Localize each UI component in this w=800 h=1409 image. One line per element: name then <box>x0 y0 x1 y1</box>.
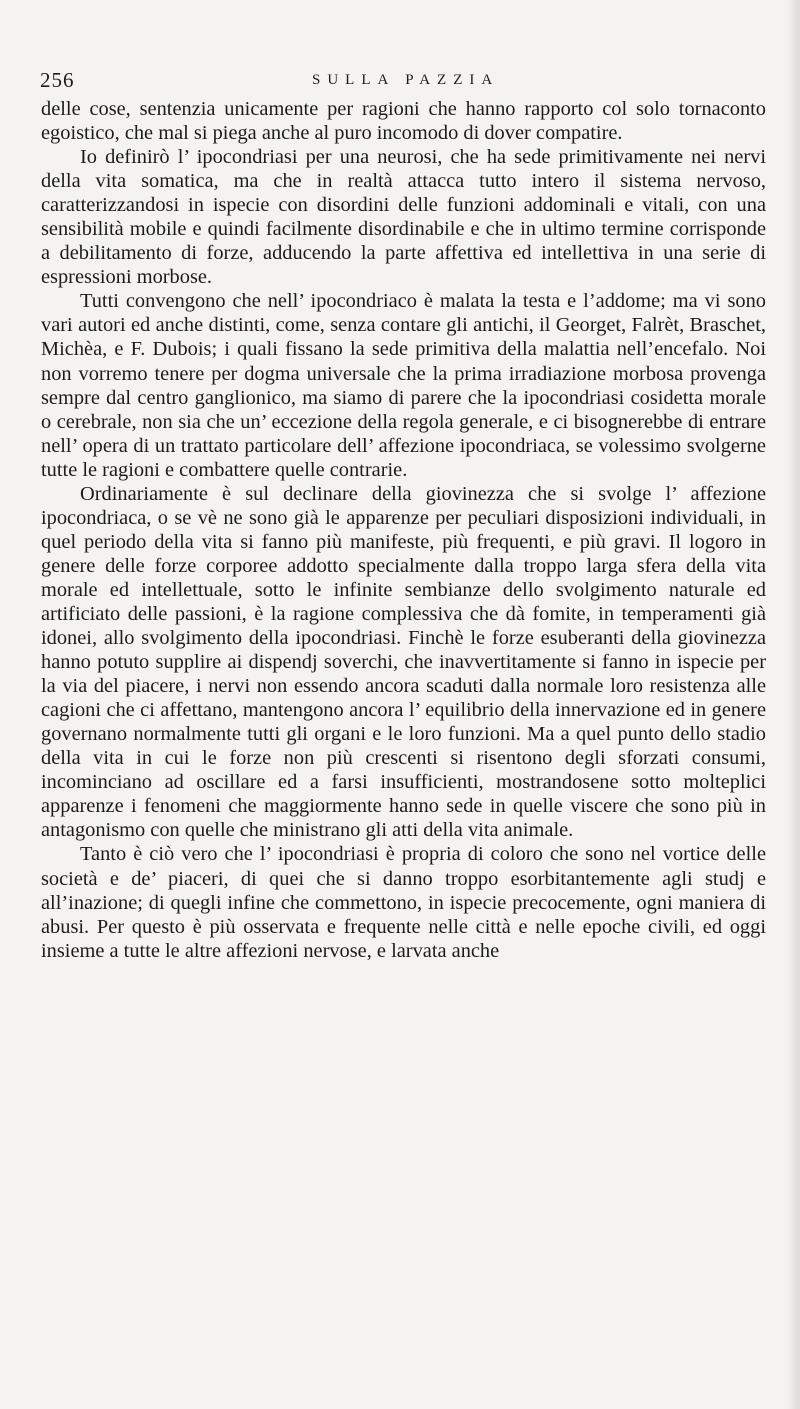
paragraph: Tanto è ciò vero che l’ ipocondriasi è propria di coloro che sono nel vortice delle società e de’ piaceri, di quei che si danno troppo esorbitantemente agli studj e all’inazione; di quegli infine che commettono, in ispecie precocemente, ogni maniera di abusi. Per questo è più osservata e frequente nelle città e nelle epoche civili, ed oggi insieme a tutte le altre affezioni nervose, e larvata anche <box>41 843 766 962</box>
page-header <box>40 68 760 94</box>
page-number: 256 <box>40 68 75 92</box>
running-head: SULLA PAZZIA <box>312 72 500 88</box>
page-edge-shadow <box>786 0 800 1409</box>
body-text <box>41 97 766 963</box>
paragraph: delle cose, sentenzia unicamente per ragioni che hanno rapporto col solo tornaconto egoistico, che mal si piega anche al puro incomodo di dover compatire. <box>41 98 766 145</box>
paragraph: Tutti convengono che nell’ ipocondriaco è malata la testa e l’addome; ma vi sono vari autori ed anche distinti, come, senza contare gli antichi, il Georget, Falrèt, Braschet, Michèa, e F. Dubois; i quali fissano la sede primitiva della malattia nell’encefalo. Noi non vorremo tenere per dogma universale che la prima irradiazione morbosa provenga sempre dal centro ganglionico, ma siamo di parere che la ipocondriasi cosidetta morale o cerebrale, non sia che un’ eccezione della regola generale, e ci bisognerebbe di entrare nell’ opera di un trattato particolare dell’ affezione ipocondriaca, se volessimo svolgerne tutte le ragioni e combattere quelle contrarie. <box>41 290 766 481</box>
paragraph: Io definirò l’ ipocondriasi per una neurosi, che ha sede primitivamente nei nervi della vita somatica, ma che in realtà attacca tutto intero il sistema nervoso, caratterizzandosi in ispecie con disordini delle funzioni addominali e vitali, con una sensibilità mobile e quindi facilmente disordinabile e che in ultimo termine corrisponde a debilitamento di forze, adducendo la parte affettiva ed intellettiva in una serie di espressioni morbose. <box>41 146 766 289</box>
paragraph: Ordinariamente è sul declinare della giovinezza che si svolge l’ affezione ipocondriaca, o se vè ne sono già le apparenze per peculiari disposizioni individuali, in quel periodo della vita si fanno più manifeste, più frequenti, e più gravi. Il logoro in genere delle forze corporee addotto specialmente dalla troppo larga sfera della vita morale ed intellettuale, sotto le infinite sembianze dello svolgimento naturale ed artificiato delle passioni, è la ragione complessiva che dà fomite, in temperamenti già idonei, allo svolgimento della ipocondriasi. Finchè le forze esuberanti della giovinezza hanno potuto supplire ai dispendj soverchi, che inavvertitamente si fanno in ispecie per la via del piacere, i nervi non essendo ancora scaduti dalla normale loro resistenza alle cagioni che ci affettano, mantengono ancora l’ equilibrio della innervazione ed in genere governano normalmente tutti gli organi e le loro funzioni. Ma a quel punto dello stadio della vita in cui le forze non più crescenti si risentono degli sforzati consumi, incominciano ad oscillare ed a farsi insufficienti, mostrandosene sotto molteplici apparenze i fenomeni che maggiormente hanno sede in quelle viscere che sono più in antagonismo con quelle che ministrano gli atti della vita animale. <box>41 482 766 842</box>
